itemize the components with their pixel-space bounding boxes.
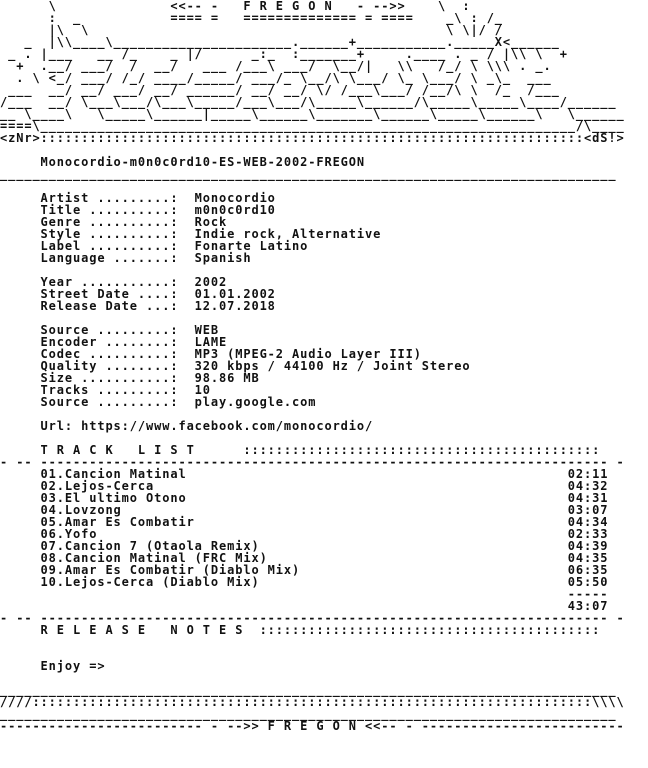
nfo-line xyxy=(0,636,625,648)
nfo-line: Genre ..........: Rock xyxy=(0,215,228,229)
nfo-line: __ \____\ \_____\______|_____\______\_______\______\_____\______\ \______ xyxy=(0,107,625,121)
nfo-line: + .__/ ___/ / __/ ___ /___\ ___/ \__/| \\ /_/ \ \\\ . _. xyxy=(0,59,552,73)
nfo-line: Tracks .........: 10 xyxy=(0,383,211,397)
nfo-line: 07.Cancion 7 (Otaola Remix) 04:39 xyxy=(0,539,609,553)
nfo-line: Encoder ........: LAME xyxy=(0,335,228,349)
nfo-line: 02.Lejos-Cerca 04:32 xyxy=(0,479,609,493)
nfo-line: - -- ---------------------------------------------------------------------- - xyxy=(0,455,625,469)
nfo-line: \ <<-- - F R E G O N - -->> \ : xyxy=(0,0,471,13)
nfo-line: Monocordio-m0n0c0rd10-ES-WEB-2002-FREGON xyxy=(0,155,366,169)
nfo-line: Label ..........: Fonarte Latino xyxy=(0,239,309,253)
nfo-line: T R A C K L I S T :::::::::::::::::::::::::::::::::::::::::::: xyxy=(0,443,601,457)
nfo-line: Title ..........: m0n0c0rd10 xyxy=(0,203,276,217)
nfo-line: 09.Amar Es Combatir (Diablo Mix) 06:35 xyxy=(0,563,609,577)
nfo-line: ____________________________________________________________________________ xyxy=(0,707,617,721)
nfo-line: ____________________________________________________________________________ xyxy=(0,167,617,181)
nfo-line: 43:07 xyxy=(0,599,609,613)
nfo-line: Source .........: play.google.com xyxy=(0,395,317,409)
nfo-line: Codec ..........: MP3 (MPEG-2 Audio Layer III) xyxy=(0,347,422,361)
nfo-line: Quality ........: 320 kbps / 44100 Hz / Joint Stereo xyxy=(0,359,471,373)
nfo-line: 08.Cancion Matinal (FRC Mix) 04:35 xyxy=(0,551,609,565)
nfo-line: : _ ==== = ============== = ==== _\ : /_ xyxy=(0,11,503,25)
nfo-line: ----- xyxy=(0,587,609,601)
nfo-line: Artist .........: Monocordio xyxy=(0,191,276,205)
nfo-line: 03.El ultimo Otono 04:31 xyxy=(0,491,609,505)
nfo-line: Size ...........: 98.86 MB xyxy=(0,371,260,385)
nfo-line: <zNr>:::::::::::::::::::::::::::::::::::::::::::::::::::::::::::::::::::<dS!> xyxy=(0,131,625,145)
nfo-line: 10.Lejos-Cerca (Diablo Mix) 05:50 xyxy=(0,575,609,589)
nfo-line: Year ...........: 2002 xyxy=(0,275,228,289)
nfo-line: 06.Yofo 02:33 xyxy=(0,527,609,541)
nfo-line: Style ..........: Indie rock, Alternative xyxy=(0,227,382,241)
nfo-line: Source .........: WEB xyxy=(0,323,220,337)
nfo-line: /___ __/ \___\___/\___\_____/___\___/\_____\______/\_____\_____\____/______ xyxy=(0,95,617,109)
nfo-line: ____________________________________________________________________________ xyxy=(0,683,617,697)
nfo-line: 01.Cancion Matinal 02:11 xyxy=(0,467,609,481)
nfo-line: |\ \ \ \|/ / xyxy=(0,23,503,37)
nfo-line: - -- ---------------------------------------------------------------------- - xyxy=(0,611,625,625)
nfo-line: Language .......: Spanish xyxy=(0,251,252,265)
nfo-line: . \ <_/ ___/ /_/ ____/_____/ ___/_ \__/\ \___/ \_ \___/ \ _\_ ___ xyxy=(0,71,552,85)
nfo-line: ___ __/ __/ ___/ __/ ______/ __/ __/ \/ /___\___/ /__/\ \ /_ /___ xyxy=(0,83,560,97)
nfo-line: ------------------------- - -->> F R E G O N <<-- - ------------------------- xyxy=(0,719,625,733)
nfo-line: Url: https://www.facebook.com/monocordio/ xyxy=(0,419,374,433)
nfo-line: ////:::::::::::::::::::::::::::::::::::::::::::::::::::::::::::::::::::::\\\\ xyxy=(0,695,625,709)
nfo-line: ====\__________________________________________________________________/\____ xyxy=(0,119,625,133)
nfo-line: Street Date ....: 01.01.2002 xyxy=(0,287,276,301)
nfo-line: _ |\\____\______________________.______+___________._____X<______ xyxy=(0,35,560,49)
nfo-line: 04.Lovzong 03:07 xyxy=(0,503,609,517)
nfo-line: Enjoy => xyxy=(0,659,106,673)
nfo-line: 05.Amar Es Combatir 04:34 xyxy=(0,515,609,529)
nfo-line: Release Date ...: 12.07.2018 xyxy=(0,299,276,313)
nfo-line: R E L E A S E N O T E S :::::::::::::::::::::::::::::::::::::::::: xyxy=(0,623,601,637)
nfo-line: _ . |___ __ /_ _ |/ _:_ :_______+ .____ . _ / |\\ \ + xyxy=(0,47,568,61)
